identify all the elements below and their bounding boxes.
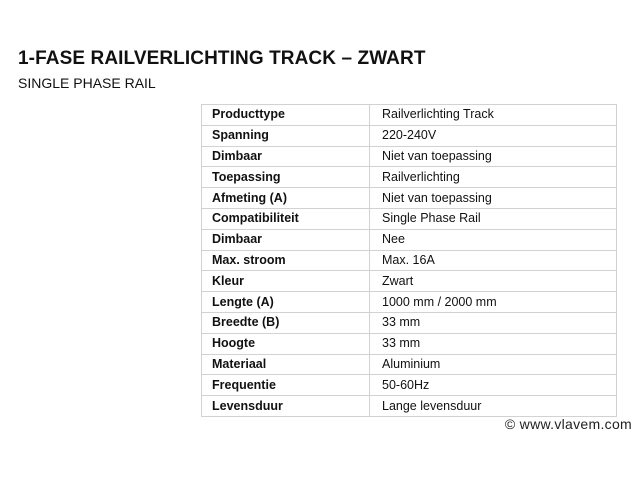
spec-value: Aluminium xyxy=(370,354,617,375)
spec-label: Frequentie xyxy=(202,375,370,396)
spec-row-dimbaar xyxy=(202,146,617,167)
spec-label: Max. stroom xyxy=(202,250,370,271)
page-subtitle: SINGLE PHASE RAIL xyxy=(18,75,156,91)
spec-value: Lange levensduur xyxy=(370,396,617,417)
spec-row-hoogte xyxy=(202,333,617,354)
spec-label: Lengte (A) xyxy=(202,292,370,313)
spec-label: Compatibiliteit xyxy=(202,208,370,229)
spec-value: 50-60Hz xyxy=(370,375,617,396)
spec-value: Max. 16A xyxy=(370,250,617,271)
spec-value: 1000 mm / 2000 mm xyxy=(370,292,617,313)
spec-value: 220-240V xyxy=(370,125,617,146)
spec-label: Kleur xyxy=(202,271,370,292)
spec-row-dimbaar-2 xyxy=(202,229,617,250)
spec-label: Toepassing xyxy=(202,167,370,188)
spec-label: Spanning xyxy=(202,125,370,146)
spec-row-materiaal xyxy=(202,354,617,375)
spec-row-toepassing xyxy=(202,167,617,188)
spec-value: Nee xyxy=(370,229,617,250)
spec-value: Single Phase Rail xyxy=(370,208,617,229)
spec-value: Railverlichting Track xyxy=(370,105,617,126)
spec-label: Dimbaar xyxy=(202,146,370,167)
spec-row-compatibiliteit xyxy=(202,208,617,229)
watermark: © www.vlavem.com xyxy=(504,416,632,432)
spec-value: 33 mm xyxy=(370,312,617,333)
spec-row-breedte xyxy=(202,312,617,333)
spec-row-kleur xyxy=(202,271,617,292)
spec-label: Producttype xyxy=(202,105,370,126)
spec-value: Niet van toepassing xyxy=(370,146,617,167)
spec-row-max-stroom xyxy=(202,250,617,271)
spec-label: Levensduur xyxy=(202,396,370,417)
spec-row-levensduur xyxy=(202,396,617,417)
spec-label: Materiaal xyxy=(202,354,370,375)
spec-row-afmeting xyxy=(202,188,617,209)
spec-table xyxy=(201,104,617,417)
spec-label: Afmeting (A) xyxy=(202,188,370,209)
spec-label: Hoogte xyxy=(202,333,370,354)
spec-row-lengte xyxy=(202,292,617,313)
spec-label: Dimbaar xyxy=(202,229,370,250)
spec-value: 33 mm xyxy=(370,333,617,354)
spec-label: Breedte (B) xyxy=(202,312,370,333)
spec-row-producttype xyxy=(202,105,617,126)
spec-value: Zwart xyxy=(370,271,617,292)
spec-value: Niet van toepassing xyxy=(370,188,617,209)
spec-row-frequentie xyxy=(202,375,617,396)
page-title: 1-FASE RAILVERLICHTING TRACK – ZWART xyxy=(18,48,426,69)
spec-value: Railverlichting xyxy=(370,167,617,188)
spec-row-spanning xyxy=(202,125,617,146)
